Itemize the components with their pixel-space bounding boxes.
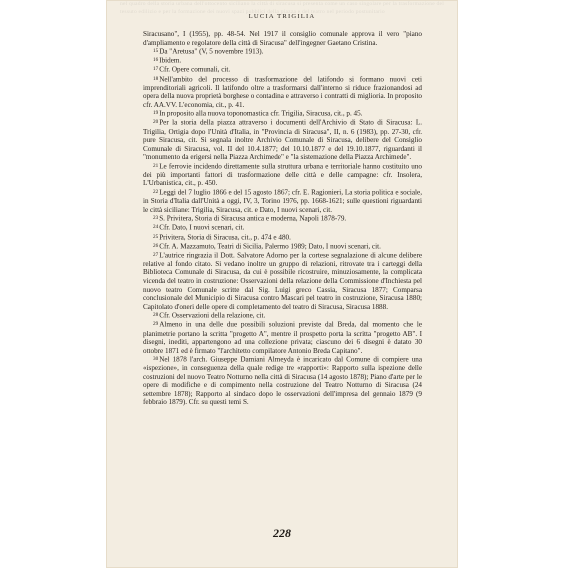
- footnote-text: Cfr. Opere comunali, cit.: [159, 65, 231, 74]
- footnote-number: 28: [153, 312, 159, 319]
- footnote-number: 24: [153, 224, 159, 231]
- footnote-text: Le ferrovie incidendo direttamente sulla struttura urbana e territoriale hanno costituito uno dei più importanti fattori di trasformazione delle città e delle campagne: cfr. Insolera, L'Urbanistica, cit., p. 450.: [143, 162, 422, 188]
- footnote-number: 22: [153, 189, 159, 195]
- footnotes-block: [143, 30, 422, 407]
- footnote-number: 30: [153, 356, 159, 363]
- running-head: LUCIA TRIGILIA: [248, 13, 316, 20]
- footnote: [143, 251, 422, 311]
- footnote-text: Almeno in una delle due possibili soluzioni previste dal Breda, dal momento che le planimetrie portano la scritta "progetto A", mentre il prospetto porta la scritta "progetto AB". I disegni, inediti, appartengono ad una collezione privata; ciascuno dei 6 disegni è datato 30 ottobre 1871 ed è firmato "l'architetto compilatore Antonio Breda Capitano".: [143, 320, 422, 355]
- footnote-number: 29: [153, 321, 159, 328]
- footnote: [143, 162, 422, 188]
- footnote: [143, 242, 422, 251]
- footnote: [143, 355, 422, 407]
- footnote-number: 20: [153, 119, 159, 126]
- footnote-number: 18: [153, 75, 159, 82]
- footnote-text: Per la storia della piazza attraverso i documenti dell'Archivio di Stato di Siracusa: L. Trigilia, Ortigia dopo l'Unità d'Italia, in "Provincia di Siracusa", II, n. 6 (1983), pp. 27-30, cfr. pure Siracusa, cit. Si segnala inoltre Archivio Comunale di Siracusa, delibere del Consiglio Comunale di Siracusa, vol. II del 10.4.1877; del 10.10.1877 e del 19.10.1877, riguardanti il "monumento da erigersi nella Piazza Archimede" e "la sistemazione della Piazza Archimede".: [143, 119, 422, 162]
- footnote: [143, 75, 422, 110]
- footnote: [143, 214, 422, 223]
- footnote-text: L'autrice ringrazia il Dott. Salvatore Adorno per la cortese segnalazione di alcune delibere relative al fondo citato. Si vedano inoltre un gruppo di relazioni, ritrovate tra i carteggi della Biblioteca Comunale di Siracusa, da cui è possibile ricostruire, minuziosamente, la complicata vicenda del teatro in costruzione: Osservazioni della relazione della Commissione d'Inchiesta pel nuovo teatro Comunale scritte dal Sig. Luigi greco Cassia, Siracusa 1877; Comparsa conclusionale del Municipio di Siracusa contro Mascari pel teatro in costruzione, Siracusa 1880; Capitolato d'oneri delle opere di completamento del teatro di Siracusa, Siracusa 1888.: [143, 251, 422, 311]
- footnote-number: 16: [153, 57, 159, 64]
- footnote-number: 25: [153, 233, 159, 240]
- footnote-number: 19: [153, 110, 159, 117]
- footnote: [143, 118, 422, 161]
- footnote-continuation: [143, 30, 422, 47]
- footnote-number: 26: [153, 242, 159, 249]
- footnote: [143, 188, 422, 214]
- footnote-text: Ibidem.: [159, 56, 182, 65]
- footnote: [143, 109, 422, 118]
- footnote-number: 15: [153, 48, 159, 55]
- footnote-number: 21: [153, 162, 159, 169]
- footnote-text: Cfr. Osservazioni della relazione, cit.: [159, 311, 266, 320]
- footnote-text: Siracusano", I (1955), pp. 48-54. Nel 1917 il consiglio comunale approva il vero "piano d'ampliamento e regolatore della città di Siracusa" dell'ingegner Gaetano Cristina.: [143, 30, 422, 47]
- book-page: [106, 0, 458, 568]
- footnote-text: Nell'ambito del processo di trasformazione del latifondo si formano nuovi ceti imprenditoriali agricoli. Il latifondo oltre a trasformarsi dall'interno si riduce frazionandosi ad opera della nuova proprietà borghese o contadina e attraverso i contratti di miglioria. In proposito cfr. AA.VV. L'economia, cit., p. 41.: [143, 75, 422, 109]
- footnote: [143, 311, 422, 320]
- footnote: [143, 233, 422, 242]
- footnote: [143, 223, 422, 232]
- footnote-text: Cfr. Dato, I nuovi scenari, cit.: [159, 223, 245, 232]
- footnote-text: Da "Aretusa" (V, 5 novembre 1913).: [159, 47, 264, 56]
- footnote-text: Privitera, Storia di Siracusa, cit., p. 474 e 480.: [159, 233, 291, 242]
- footnote-number: 23: [153, 215, 159, 222]
- footnote-number: 17: [153, 66, 159, 73]
- footnote-text: Cfr. A. Mazzamuto, Teatri di Sicilia, Palermo 1989; Dato, I nuovi scenari, cit.: [159, 242, 381, 251]
- footnote: [143, 47, 422, 56]
- footnote-text: In proposito alla nuova toponomastica cfr. Trigilia, Siracusa, cit., p. 45.: [159, 109, 363, 118]
- show-through-text: nel quadro della storia urbana dell'ottocento siciliano la città di siracusa si presenta come un caso singolare per la trasformazione del tessuto edilizio e per la formazione dei nuovi spazi pubblici della piazza e del teatro nel periodo postunitario: [120, 1, 444, 15]
- footnote: [143, 56, 422, 65]
- footnote-text: Leggi del 7 luglio 1866 e del 15 agosto 1867; cfr. E. Ragionieri, La storia politica e sociale, in Storia d'Italia dall'Unità a oggi, IV, 3, Torino 1976, pp. 1668-1621; sulle questioni riguardanti le città siciliane: Trigilia, Siracusa, cit. e Dato, I nuovi scenari, cit.: [143, 188, 422, 214]
- footnote-text: Nel 1878 l'arch. Giuseppe Damiani Almeyda è incaricato dal Comune di compiere una «ispezione», in conseguenza della quale redige tre «rapporti»: Rapporto sulla ispezione delle costruzioni del nuovo Teatro Notturno nella città di Siracusa (14 agosto 1878); Piano d'arte per le opere di modifiche e di compimento nella costruzione del Teatro Notturno di Siracusa (24 settembre 1878); Rapporto al sindaco dopo le osservazioni dell'impresa del gennaio 1879 (9 febbraio 1879). Cfr. su questi temi S.: [143, 355, 422, 407]
- page-number: 228: [273, 526, 291, 540]
- footnote-number: 27: [153, 251, 159, 258]
- footnote: [143, 320, 422, 355]
- footnote-text: S. Privitera, Storia di Siracusa antica e moderna, Napoli 1878-79.: [159, 214, 347, 223]
- footnote: [143, 65, 422, 74]
